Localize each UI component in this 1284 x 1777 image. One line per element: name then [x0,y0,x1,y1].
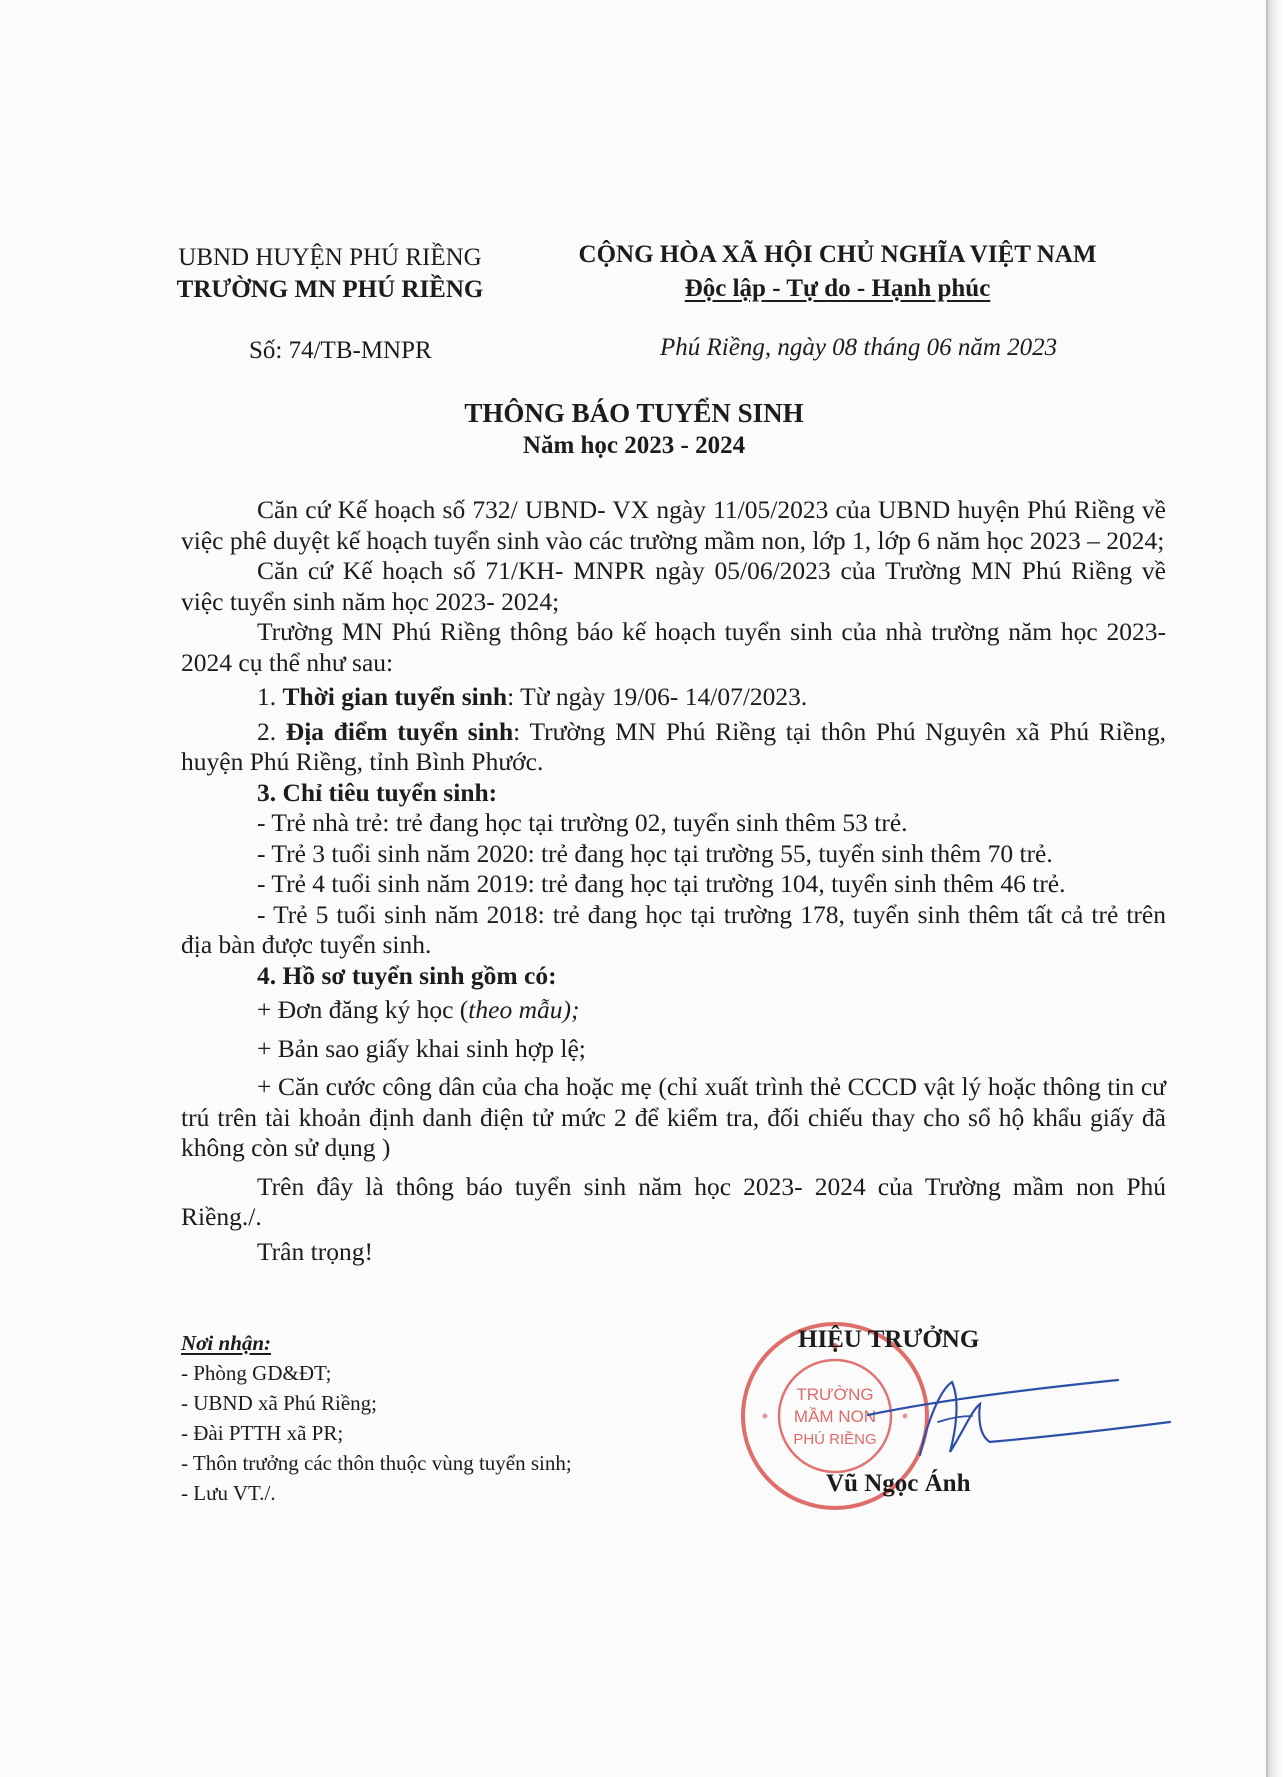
item-location-text: : Trường MN Phú Riềng tại thôn Phú Nguyên xã Phú Riềng, huyện Phú Riềng, tỉnh Bình Phước. [181,716,1167,776]
document-subtitle: Năm học 2023 - 2024 [522,432,746,459]
agency-name: TRƯỜNG MN PHÚ RIỀNG [176,276,484,303]
recipient-item: - Phòng GD&ĐT; [181,1361,332,1385]
page-edge-shadow [1268,0,1284,1777]
recipient-item: - Thôn trưởng các thôn thuộc vùng tuyển sinh; [181,1451,572,1475]
recipients-block [181,1328,572,1508]
doc-application-note: theo mẫu); [468,995,580,1024]
issuing-agency [140,242,520,306]
item-location-label: Địa điểm tuyển sinh [285,716,514,746]
item-location-number: 2. [257,716,286,746]
regards: Trân trọng! [257,1236,373,1266]
closing-paragraph: Trên đây là thông báo tuyển sinh năm học 2023- 2024 của Trường mầm non Phú Riềng./. [181,1171,1166,1231]
national-motto: Độc lập - Tự do - Hạnh phúc [684,275,991,302]
item-documents-heading: 4. Hồ sơ tuyển sinh gồm có: [257,960,557,990]
item-time-label: Thời gian tuyển sinh [282,682,508,711]
quota-age-4: - Trẻ 4 tuổi sinh năm 2019: trẻ đang học tại trường 104, tuyển sinh thêm 46 trẻ. [257,869,1066,898]
svg-text:MẦM NON: MẦM NON [793,1407,877,1426]
basis-paragraph-2: Căn cứ Kế hoạch số 71/KH- MNPR ngày 05/06/2023 của Trường MN Phú Riềng về việc tuyển sinh năm học 2023- 2024; [181,556,1166,616]
national-header [555,238,1120,306]
item-time-text: : Từ ngày 19/06- 14/07/2023. [507,682,808,711]
recipient-item: - Lưu VT./. [181,1481,276,1505]
basis-paragraph-1: Căn cứ Kế hoạch số 732/ UBND- VX ngày 11/05/2023 của UBND huyện Phú Riềng về việc phê duyệt kế hoạch tuyển sinh vào các trường mầm non, lớp 1, lớp 6 năm học 2023 – 2024; [181,495,1166,555]
doc-citizen-id: + Căn cước công dân của cha hoặc mẹ (chỉ xuất trình thẻ CCCD vật lý hoặc thông tin cư trú trên tài khoản định danh điện tử mức 2 để kiểm tra, đối chiếu thay cho sổ hộ khẩu giấy đã không còn sử dụng ) [181,1072,1166,1162]
svg-text:PHÚ RIỀNG: PHÚ RIỀNG [793,1431,877,1448]
signer-name: Vũ Ngọc Ánh [826,1470,971,1497]
agency-parent: UBND HUYỆN PHÚ RIỀNG [178,244,482,271]
signer-title: HIỆU TRƯỞNG [798,1326,980,1353]
quota-nursery: - Trẻ nhà trẻ: trẻ đang học tại trường 02, tuyển sinh thêm 53 trẻ. [257,808,908,837]
quota-age-3: - Trẻ 3 tuổi sinh năm 2020: trẻ đang học tại trường 55, tuyển sinh thêm 70 trẻ. [257,838,1053,868]
doc-birth-certificate: + Bản sao giấy khai sinh hợp lệ; [257,1033,586,1063]
intro-paragraph: Trường MN Phú Riềng thông báo kế hoạch tuyển sinh của nhà trường năm học 2023- 2024 cụ thể như sau: [181,617,1166,677]
recipient-item: - Đài PTTH xã PR; [181,1421,344,1445]
handwritten-signature [860,1360,1180,1470]
quota-age-5: - Trẻ 5 tuổi sinh năm 2018: trẻ đang học tại trường 178, tuyển sinh thêm tất cả trẻ trên địa bàn được tuyển sinh. [181,899,1166,959]
doc-application-text: + Đơn đăng ký học ( [257,995,469,1024]
document-body [181,495,1166,1267]
recipients-title: Nơi nhận: [181,1331,272,1355]
document-number: Số: 74/TB-MNPR [249,337,432,364]
recipient-item: - UBND xã Phú Riềng; [181,1391,377,1415]
svg-text:TRƯỜNG: TRƯỜNG [796,1385,874,1404]
country-name: CỘNG HÒA XÃ HỘI CHỦ NGHĨA VIỆT NAM [578,241,1097,268]
item-time-number: 1. [257,682,283,711]
item-location [181,717,1166,778]
doc-application-form [181,995,1166,1026]
document-date: Phú Riềng, ngày 08 tháng 06 năm 2023 [660,334,1058,361]
item-time [181,682,1166,713]
item-quota-heading: 3. Chỉ tiêu tuyển sinh: [257,777,498,807]
document-title: THÔNG BÁO TUYỂN SINH [464,398,804,428]
